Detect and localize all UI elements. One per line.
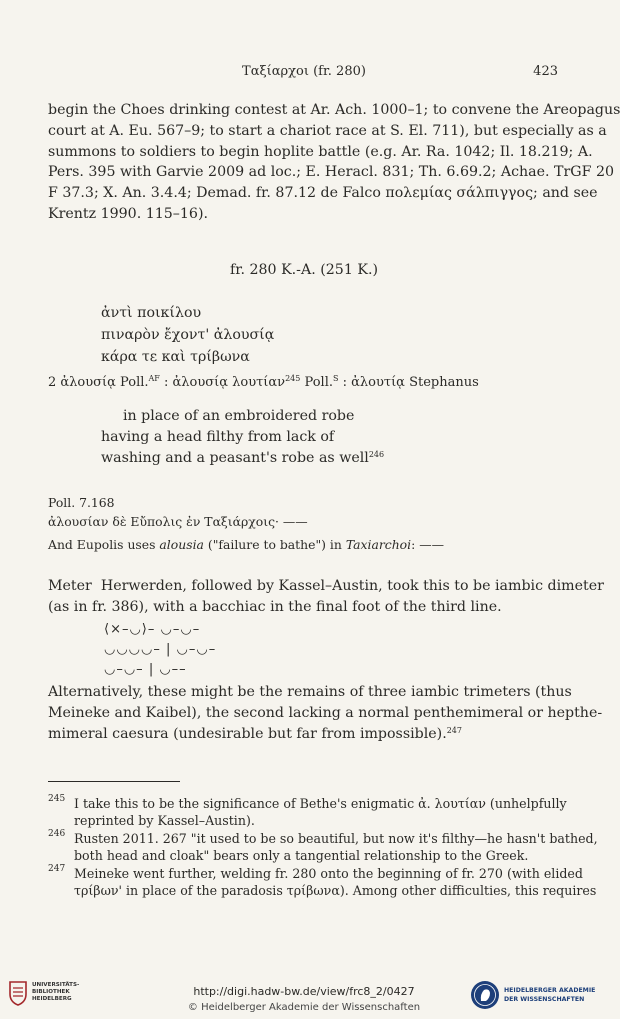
page-number: 423 — [533, 64, 558, 79]
copyright-notice: © Heidelberger Akademie der Wissenschaften — [187, 1002, 421, 1013]
apparatus-text: : ἀλουσίᾳ λουτίαν — [159, 375, 286, 390]
text-line: Krentz 1990. 115–16). — [48, 205, 208, 222]
footnote-ref[interactable]: 245 — [285, 374, 301, 383]
translation-line: washing and a peasant's robe as well$^{246}$ — [101, 450, 385, 466]
footnote-number: 246 — [48, 829, 66, 839]
text-line: Alternatively, these might be the remains of three iambic trimeters (thus — [48, 684, 572, 700]
critical-apparatus — [48, 374, 479, 392]
citation-source: Poll. 7.168 — [48, 495, 115, 510]
greek-fragment — [101, 302, 274, 368]
footnote-line: τρίβων' in place of the paradosis τρίβωνα). Among other difficulties, this requires — [74, 883, 597, 899]
footnote-line: Rusten 2011. 267 "it used to be so beautiful, but now it's filthy—he hasn't bathed, — [74, 831, 598, 846]
academy-name: HEIDELBERGER AKADEMIE DER WISSENSCHAFTEN — [504, 987, 596, 1003]
footnote-line: both head and cloak" bears only a tangential relationship to the Greek. — [74, 848, 529, 864]
greek-line: ἀντὶ ποικίλου — [101, 305, 202, 321]
translation — [101, 406, 384, 469]
library-name: UNIVERSITÄTS- BIBLIOTHEK HEIDELBERG — [32, 982, 80, 1002]
text-line: court at A. Eu. 567–9; to start a chariot race at S. El. 711), but especially as a — [48, 122, 607, 139]
running-header: Ταξίαρχοι (fr. 280) — [242, 64, 366, 79]
academy-logo[interactable] — [470, 980, 602, 1012]
footnote-ref[interactable]: 246 — [368, 450, 385, 459]
text-line: mimeral caesura (undesirable but far from impossible). — [48, 725, 447, 742]
apparatus-text: : ἀλουτίᾳ Stephanus — [338, 375, 479, 390]
apparatus-siglum: AF — [148, 374, 160, 383]
text-line: F 37.3; X. An. 3.4.4; Demad. fr. 87.12 de Falco πολεμίας σάλπιγγος; and see — [48, 185, 598, 202]
alternative-paragraph — [48, 682, 603, 744]
footnote-number: 247 — [48, 864, 66, 874]
apparatus-siglum: S — [333, 374, 339, 383]
footnote-line: I take this to be the significance of Bethe's enigmatic ἀ. λουτίαν (unhelpfully — [74, 796, 567, 811]
citation-english: And Eupolis uses alousia ("failure to bathe") in Taxiarchoi: —— — [48, 537, 445, 552]
apparatus-text: Poll. — [300, 375, 333, 390]
apparatus-text: 2 ἀλουσίᾳ Poll. — [48, 375, 149, 390]
footnote — [48, 794, 567, 829]
footnote — [48, 864, 597, 899]
permalink[interactable]: http://digi.hadw-bw.de/view/frc8_2/0427 — [193, 985, 415, 998]
text-line: (as in fr. 386), with a bacchiac in the final foot of the third line. — [48, 598, 502, 615]
meter-label: Meter — [48, 578, 92, 594]
text-line: begin the Choes drinking contest at Ar. Ach. 1000–1; to convene the Areopagus — [48, 102, 620, 118]
intro-paragraph — [48, 100, 620, 225]
footnote-number: 245 — [48, 794, 66, 804]
greek-line: κάρα τε καὶ τρίβωνα — [101, 349, 250, 365]
text-line: Meineke and Kaibel), the second lacking a normal penthemimeral or hepthe- — [48, 704, 603, 721]
citation-greek: ἀλουσίαν δὲ Εὔπολις ἐν Ταξιάρχοις· —— — [48, 514, 308, 529]
footnote-rule — [48, 781, 180, 782]
footnote-ref[interactable]: 247 — [446, 725, 462, 735]
text-line: summons to soldiers to begin hoplite battle (e.g. Ar. Ra. 1042; Il. 18.219; A. — [48, 143, 593, 160]
footnote — [48, 829, 598, 864]
text-line: Pers. 395 with Garvie 2009 ad loc.; E. Heracl. 831; Th. 6.69.2; Achae. TrGF 20 — [48, 164, 615, 181]
translation-line: in place of an embroidered robe — [123, 408, 355, 424]
meter-paragraph — [48, 576, 604, 618]
scheme-line: ◡◡◡◡– | ◡–◡– — [104, 642, 217, 657]
metrical-scheme — [104, 620, 216, 680]
scheme-line: ◡–◡– | ◡–– — [104, 662, 187, 677]
footnote-line: reprinted by Kassel–Austin). — [74, 813, 255, 829]
translation-line: having a head filthy from lack of — [101, 429, 335, 445]
footnote-line: Meineke went further, welding fr. 280 onto the beginning of fr. 270 (with elided — [74, 866, 583, 881]
fragment-heading: fr. 280 K.-A. (251 K.) — [229, 262, 379, 278]
greek-line: πιναρὸν ἔχοντ' ἀλουσίᾳ — [101, 327, 275, 343]
academy-seal-icon — [470, 980, 500, 1010]
scheme-line: ⟨×–◡⟩– ◡–◡– — [104, 622, 201, 637]
text-line: Herwerden, followed by Kassel–Austin, took this to be iambic dimeter — [100, 578, 604, 594]
